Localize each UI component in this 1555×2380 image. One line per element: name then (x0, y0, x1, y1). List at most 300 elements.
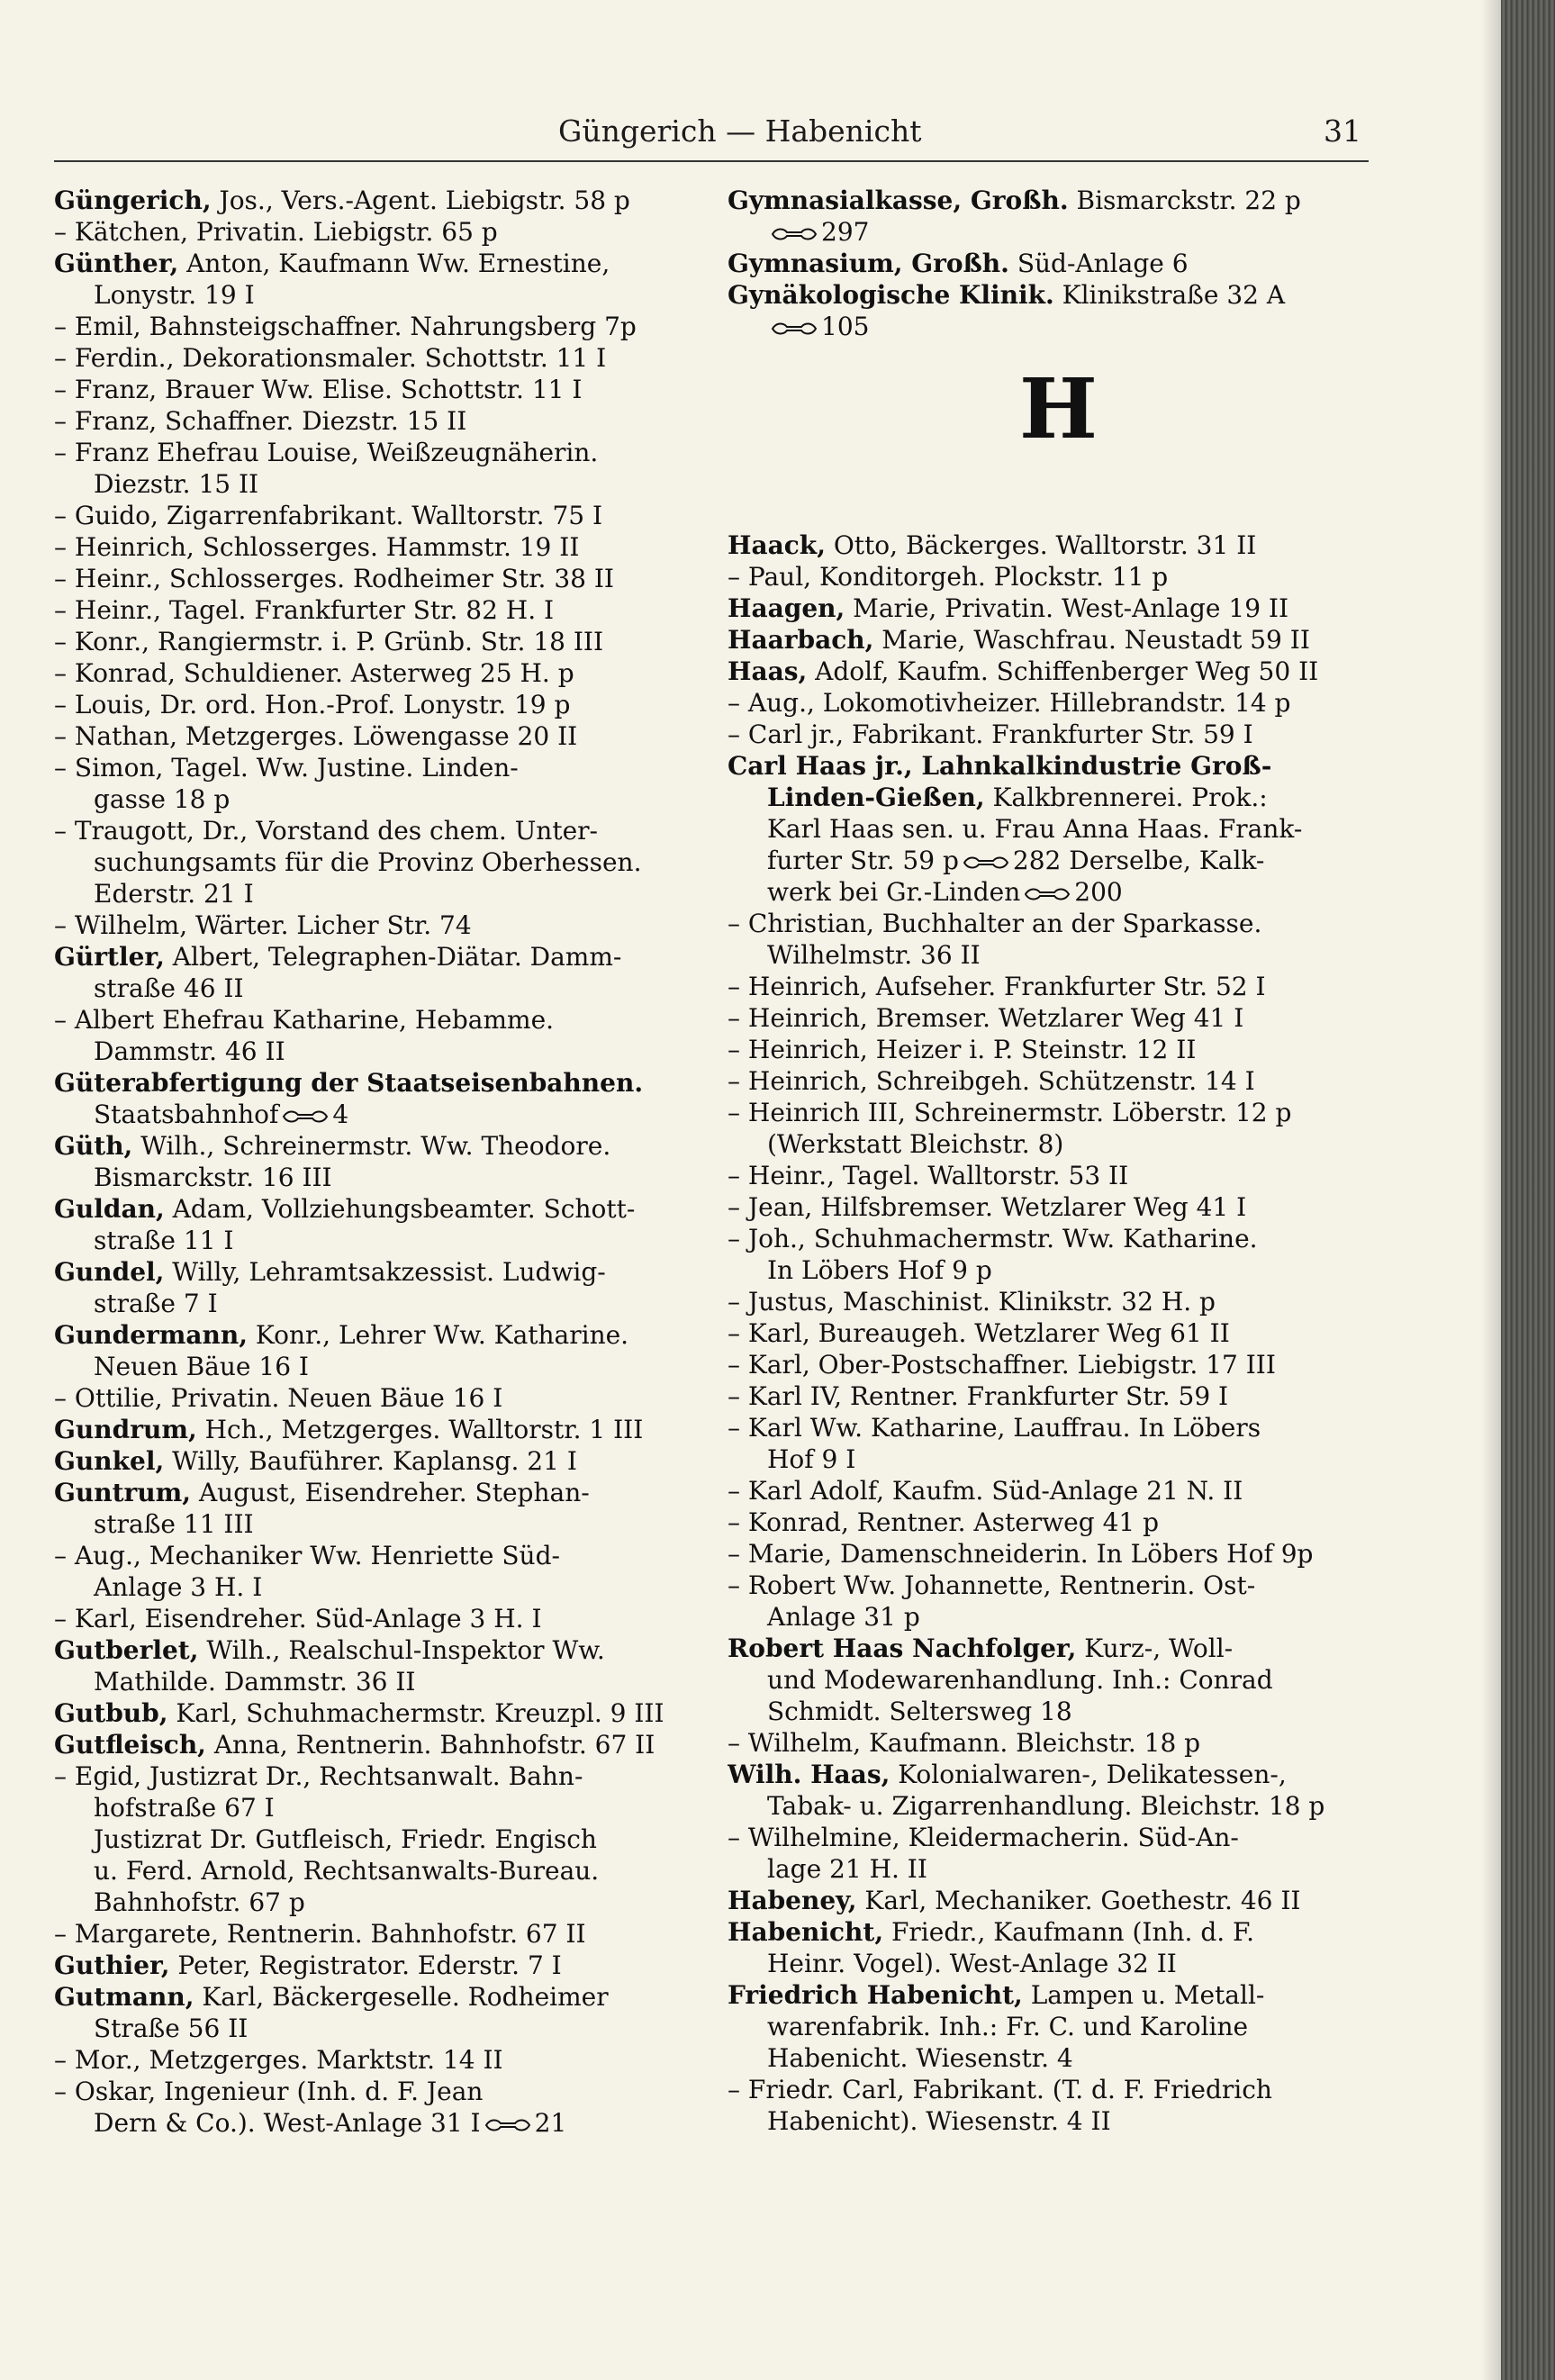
entry-text: – Oskar, Ingenieur (Inh. d. F. Jean (54, 2077, 484, 2106)
directory-entry (54, 563, 716, 594)
entry-line (728, 1570, 1389, 1601)
entry-text: – Traugott, Dr., Vorstand des chem. Unter- (54, 816, 598, 846)
entry-text: Anlage 3 H. I (94, 1572, 263, 1602)
entry-name: Friedrich Habenicht, (728, 1980, 1023, 2010)
directory-entry (728, 248, 1389, 279)
entry-line (728, 908, 1389, 939)
entry-text: Anton, Kaufmann Ww. Ernestine, (178, 249, 610, 278)
entry-text: lage 21 H. II (767, 1854, 927, 1884)
entry-name: Gynäkologische Klinik. (728, 280, 1054, 310)
entry-text: Kalkbrennerei. Prok.: (984, 783, 1268, 812)
entry-name: Gundrum, (54, 1415, 197, 1444)
entry-name: Gundel, (54, 1257, 165, 1287)
directory-entry (54, 311, 716, 342)
entry-line (728, 1254, 1389, 1286)
entry-text: – Joh., Schuhmachermstr. Ww. Katharine. (728, 1224, 1258, 1253)
entry-text: Süd-Anlage 6 (1008, 249, 1189, 278)
directory-entry (54, 1004, 716, 1067)
entry-line (54, 1130, 716, 1162)
entry-line (54, 437, 716, 468)
directory-entry (54, 626, 716, 657)
entry-text: furter Str. 59 p (767, 846, 959, 875)
entry-line (728, 1664, 1389, 1696)
entry-name: Gunkel, (54, 1446, 165, 1476)
directory-entry (728, 1380, 1389, 1412)
entry-line (728, 1601, 1389, 1633)
directory-entry (728, 1759, 1389, 1822)
entry-text: – Albert Ehefrau Katharine, Hebamme. (54, 1005, 555, 1035)
entry-line (54, 626, 716, 657)
entry-line (54, 1225, 716, 1256)
entry-text: Heinr. Vogel). West-Anlage 32 II (767, 1949, 1177, 1978)
entry-text: – Ottilie, Privatin. Neuen Bäue 16 I (54, 1383, 503, 1413)
entry-text: – Heinr., Tagel. Walltorstr. 53 II (728, 1161, 1129, 1190)
entry-line (728, 1916, 1389, 1948)
entry-line (728, 1696, 1389, 1727)
directory-entry (728, 1916, 1389, 1979)
entry-name: Linden-Gießen, (767, 783, 985, 812)
entry-text: Adolf, Kaufm. Schiffenberger Weg 50 II (807, 656, 1319, 686)
entry-name: Guntrum, (54, 1478, 192, 1507)
directory-entry (728, 1065, 1389, 1097)
entry-line (54, 1508, 716, 1540)
telephone-icon (1024, 886, 1071, 902)
entry-text: Mathilde. Dammstr. 36 II (94, 1667, 416, 1697)
directory-entry (728, 1727, 1389, 1759)
entry-text: Wilh., Schreinermstr. Ww. Theodore. (132, 1131, 611, 1161)
entry-line (728, 311, 1389, 342)
directory-entry (54, 1918, 716, 1950)
entry-name: Gutmann, (54, 1982, 194, 2012)
directory-entry (728, 1002, 1389, 1034)
entry-text: Kolonialwaren-, Delikatessen-, (890, 1760, 1287, 1789)
entry-text: Ederstr. 21 I (94, 879, 254, 909)
entry-text: In Löbers Hof 9 p (767, 1255, 992, 1285)
page-gutter-shadow (1481, 0, 1501, 2380)
entry-text: – Marie, Damenschneiderin. In Löbers Hof 9p (728, 1539, 1314, 1569)
entry-text: – Kätchen, Privatin. Liebigstr. 65 p (54, 217, 498, 247)
entry-line (728, 279, 1389, 311)
entry-line (728, 2074, 1389, 2105)
entry-text: Hof 9 I (767, 1444, 856, 1474)
telephone-icon (771, 321, 818, 337)
entry-text: – Karl, Bureaugeh. Wetzlarer Weg 61 II (728, 1318, 1230, 1348)
entry-text: – Ferdin., Dekorationsmaler. Schottstr. 11 I (54, 343, 607, 373)
entry-text: Karl Haas sen. u. Frau Anna Haas. Frank- (767, 814, 1303, 844)
entry-text: – Heinrich, Bremser. Wetzlarer Weg 41 I (728, 1003, 1244, 1033)
entry-text: – Karl, Eisendreher. Süd-Anlage 3 H. I (54, 1604, 542, 1633)
entry-line (728, 248, 1389, 279)
entry-text: Jos., Vers.-Agent. Liebigstr. 58 p (211, 186, 630, 215)
entry-text: Lonystr. 19 I (94, 280, 255, 310)
entry-line (728, 2105, 1389, 2137)
entry-text: – Heinrich, Schreibgeh. Schützenstr. 14 I (728, 1066, 1255, 1096)
entry-line (54, 2076, 716, 2107)
directory-entry (728, 1191, 1389, 1223)
entry-name: Gymnasialkasse, Großh. (728, 186, 1069, 215)
entry-text: Hch., Metzgerges. Walltorstr. 1 III (196, 1415, 644, 1444)
entry-text: straße 11 III (94, 1509, 254, 1539)
entry-line (54, 1760, 716, 1792)
directory-entry (54, 815, 716, 909)
entry-text: – Franz Ehefrau Louise, Weißzeugnäherin. (54, 438, 599, 467)
entry-text: Peter, Registrator. Ederstr. 7 I (169, 1950, 562, 1980)
entry-text: – Heinrich, Schlosserges. Hammstr. 19 II (54, 532, 580, 562)
directory-entry (54, 1319, 716, 1382)
entry-line (728, 1853, 1389, 1885)
directory-entry (54, 216, 716, 248)
entry-name: Robert Haas Nachfolger, (728, 1633, 1077, 1663)
entry-name: Guthier, (54, 1950, 170, 1980)
entry-text: Otto, Bäckerges. Walltorstr. 31 II (825, 530, 1257, 560)
entry-text: – Karl Ww. Katharine, Lauffrau. In Löbers (728, 1413, 1261, 1443)
entry-line (54, 1351, 716, 1382)
directory-entry (54, 342, 716, 374)
entry-line (54, 1603, 716, 1634)
directory-entry (728, 1885, 1389, 1916)
entry-text: u. Ferd. Arnold, Rechtsanwalts-Bureau. (94, 1856, 600, 1886)
entry-name: Gutbub, (54, 1698, 168, 1728)
entry-line (728, 845, 1389, 876)
entry-line (728, 1223, 1389, 1254)
entry-line (728, 2011, 1389, 2042)
entry-line (54, 531, 716, 563)
entry-text: Tabak- u. Zigarrenhandlung. Bleichstr. 18 p (767, 1791, 1325, 1821)
directory-entry (728, 1633, 1389, 1727)
directory-entry (728, 1570, 1389, 1633)
directory-entry (728, 1822, 1389, 1885)
directory-entry (728, 1034, 1389, 1065)
telephone-icon (963, 855, 1009, 871)
directory-entry (54, 1634, 716, 1697)
entry-text: Wilh., Realschul-Inspektor Ww. (198, 1635, 605, 1665)
entry-line (54, 1004, 716, 1036)
entry-name: Haarbach, (728, 625, 874, 655)
entry-line (728, 529, 1389, 561)
entry-text: Straße 56 II (94, 2013, 249, 2043)
directory-entry (54, 594, 716, 626)
directory-entry (54, 1067, 716, 1130)
entry-text: Dammstr. 46 II (94, 1036, 285, 1066)
entry-line (54, 1950, 716, 1981)
entry-line (54, 720, 716, 752)
entry-name: Güth, (54, 1131, 133, 1161)
entry-line (728, 719, 1389, 750)
entry-text: – Karl, Ober-Postschaffner. Liebigstr. 17 III (728, 1350, 1276, 1380)
directory-entry (54, 1193, 716, 1256)
entry-name: Günther, (54, 249, 179, 278)
directory-entry (54, 1414, 716, 1445)
directory-entry (54, 437, 716, 500)
entry-line (728, 1727, 1389, 1759)
entry-text: – Louis, Dr. ord. Hon.-Prof. Lonystr. 19 p (54, 690, 571, 719)
directory-entry (728, 1097, 1389, 1160)
entry-line (728, 1034, 1389, 1065)
entry-text: Anlage 31 p (767, 1602, 920, 1632)
entry-line (54, 1445, 716, 1477)
entry-text: – Heinr., Schlosserges. Rodheimer Str. 38 II (54, 564, 614, 593)
directory-entry (54, 405, 716, 437)
directory-entry (54, 1256, 716, 1319)
entry-text: – Nathan, Metzgerges. Löwengasse 20 II (54, 721, 578, 751)
directory-entry (54, 1382, 716, 1414)
directory-entry (728, 1412, 1389, 1475)
entry-text: – Emil, Bahnsteigschaffner. Nahrungsberg 7p (54, 312, 637, 341)
entry-text: – Simon, Tagel. Ww. Justine. Linden- (54, 753, 519, 783)
entry-name: Güngerich, (54, 186, 212, 215)
entry-line (728, 1412, 1389, 1443)
entry-text: Wilhelmstr. 36 II (767, 940, 981, 970)
entry-line (54, 2044, 716, 2076)
entry-text: – Konrad, Rentner. Asterweg 41 p (728, 1507, 1160, 1537)
entry-text: – Konr., Rangiermstr. i. P. Grünb. Str. 18 III (54, 627, 604, 656)
entry-line (54, 941, 716, 973)
directory-entry (728, 624, 1389, 656)
entry-line (54, 1256, 716, 1288)
directory-entry (54, 1729, 716, 1760)
directory-entry (54, 1130, 716, 1193)
entry-line (728, 185, 1389, 216)
entry-text: – Wilhelm, Wärter. Licher Str. 74 (54, 910, 472, 940)
directory-entry (728, 1286, 1389, 1317)
entry-name: Haas, (728, 656, 808, 686)
entry-text: und Modewarenhandlung. Inh.: Conrad (767, 1665, 1273, 1695)
entry-line (54, 594, 716, 626)
entry-line (54, 1792, 716, 1823)
entry-text: Bahnhofstr. 67 p (94, 1887, 305, 1917)
entry-text: – Mor., Metzgerges. Marktstr. 14 II (54, 2045, 503, 2075)
directory-entry (728, 687, 1389, 719)
entry-text: Willy, Lehramtsakzessist. Ludwig- (164, 1257, 606, 1287)
entry-name: Habeney, (728, 1886, 857, 1915)
entry-line (54, 374, 716, 405)
directory-entry (728, 908, 1389, 971)
entry-line (54, 1666, 716, 1697)
telephone-icon (771, 226, 818, 242)
entry-text: – Aug., Mechaniker Ww. Henriette Süd- (54, 1541, 560, 1570)
directory-entry (728, 719, 1389, 750)
directory-entry (728, 1223, 1389, 1286)
entry-line (728, 2042, 1389, 2074)
entry-text: Diezstr. 15 II (94, 469, 259, 499)
entry-text: Konr., Lehrer Ww. Katharine. (248, 1320, 629, 1350)
entry-text: Justizrat Dr. Gutfleisch, Friedr. Engisch (94, 1824, 597, 1854)
entry-text: Anna, Rentnerin. Bahnhofstr. 67 II (205, 1730, 655, 1760)
entry-line (728, 593, 1389, 624)
directory-entry (728, 2074, 1389, 2137)
entry-name: Güterabfertigung der Staatseisenbahnen. (54, 1068, 644, 1098)
entry-line (728, 939, 1389, 971)
entry-text: August, Eisendreher. Stephan- (191, 1478, 590, 1507)
entry-line (728, 687, 1389, 719)
entry-line (54, 1823, 716, 1855)
entry-line (728, 1002, 1389, 1034)
entry-text: – Heinrich, Heizer i. P. Steinstr. 12 II (728, 1035, 1197, 1064)
entry-line (728, 561, 1389, 593)
entry-line (54, 1571, 716, 1603)
entry-line (54, 311, 716, 342)
entry-line (54, 1288, 716, 1319)
entry-line (728, 1979, 1389, 2011)
entry-text: – Paul, Konditorgeh. Plockstr. 11 p (728, 562, 1169, 592)
directory-entry (54, 657, 716, 689)
entry-line (54, 783, 716, 815)
directory-entry (54, 1950, 716, 1981)
entry-text: – Konrad, Schuldiener. Asterweg 25 H. p (54, 658, 574, 688)
directory-entry (54, 1760, 716, 1918)
entry-line (54, 1540, 716, 1571)
directory-entry (54, 720, 716, 752)
entry-name: Gürtler, (54, 942, 165, 972)
entry-line (728, 1128, 1389, 1160)
entry-line (54, 1887, 716, 1918)
entry-line (728, 1097, 1389, 1128)
entry-text: Albert, Telegraphen-Diätar. Damm- (164, 942, 622, 972)
right-column-h-entries (728, 529, 1389, 2137)
entry-line (54, 1981, 716, 2013)
entry-text: – Guido, Zigarrenfabrikant. Walltorstr. 75 I (54, 501, 603, 530)
entry-text: Klinikstraße 32 A (1053, 280, 1286, 310)
left-column (54, 185, 716, 2139)
entry-line (728, 1948, 1389, 1979)
directory-entry (728, 1317, 1389, 1349)
entry-line (728, 1790, 1389, 1822)
entry-line (54, 1036, 716, 1067)
entry-name: Carl Haas jr., Lahnkalkindustrie Groß- (728, 751, 1272, 781)
entry-line (728, 1443, 1389, 1475)
entry-line (54, 342, 716, 374)
entry-text: – Christian, Buchhalter an der Sparkasse. (728, 909, 1262, 938)
entry-line (54, 248, 716, 279)
entry-line (54, 1697, 716, 1729)
entry-line (54, 2013, 716, 2044)
entry-name: Haagen, (728, 593, 845, 623)
entry-name: Habenicht, (728, 1917, 884, 1947)
entry-text: Willy, Bauführer. Kaplansg. 21 I (164, 1446, 577, 1476)
entry-text: werk bei Gr.-Linden (767, 877, 1021, 907)
entry-line (54, 1099, 716, 1130)
entry-line (728, 1317, 1389, 1349)
entry-text: – Jean, Hilfsbremser. Wetzlarer Weg 41 I (728, 1192, 1247, 1222)
entry-text: Marie, Waschfrau. Neustadt 59 II (873, 625, 1310, 655)
directory-entry (728, 561, 1389, 593)
entry-line (54, 185, 716, 216)
phone-number: 21 (534, 2108, 567, 2138)
entry-text: Kurz-, Woll- (1076, 1633, 1234, 1663)
directory-entry (728, 750, 1389, 908)
directory-entry (54, 2076, 716, 2139)
phone-number: 200 (1074, 877, 1123, 907)
entry-text: Habenicht. Wiesenstr. 4 (767, 2043, 1073, 2073)
directory-entry (54, 941, 716, 1004)
entry-text: – Friedr. Carl, Fabrikant. (T. d. F. Friedrich (728, 2075, 1272, 2104)
entry-line (54, 563, 716, 594)
entry-line (728, 1759, 1389, 1790)
entry-line (54, 1477, 716, 1508)
letter-section-heading: H (1019, 360, 1098, 457)
entry-line (54, 279, 716, 311)
entry-line (728, 876, 1389, 908)
entry-line (728, 1191, 1389, 1223)
entry-text: Bismarckstr. 22 p (1068, 186, 1301, 215)
entry-line (728, 782, 1389, 813)
entry-line (54, 1162, 716, 1193)
entry-text: straße 11 I (94, 1226, 234, 1255)
entry-text: Karl, Mechaniker. Goethestr. 46 II (856, 1886, 1301, 1915)
page-number: 31 (1324, 113, 1361, 149)
directory-entry (728, 593, 1389, 624)
entry-name: Gutberlet, (54, 1635, 199, 1665)
entry-line (54, 1382, 716, 1414)
directory-entry (54, 185, 716, 216)
entry-text: – Heinrich, Aufseher. Frankfurter Str. 52 I (728, 972, 1266, 1001)
entry-text: – Egid, Justizrat Dr., Rechtsanwalt. Bahn- (54, 1761, 583, 1791)
entry-text: Schmidt. Seltersweg 18 (767, 1697, 1072, 1726)
directory-entry (54, 500, 716, 531)
directory-entry (728, 1979, 1389, 2074)
entry-text: – Carl jr., Fabrikant. Frankfurter Str. 59 I (728, 719, 1253, 749)
entry-line (54, 815, 716, 846)
entry-line (54, 657, 716, 689)
entry-text: – Wilhelmine, Kleidermacherin. Süd-An- (728, 1823, 1239, 1852)
entry-line (54, 752, 716, 783)
entry-line (54, 1319, 716, 1351)
entry-text: – Karl Adolf, Kaufm. Süd-Anlage 21 N. II (728, 1476, 1243, 1506)
running-head (54, 113, 1369, 158)
entry-text: Karl, Schuhmachermstr. Kreuzpl. 9 III (167, 1698, 664, 1728)
phone-number: 105 (821, 312, 870, 341)
entry-line (728, 1065, 1389, 1097)
entry-text: Karl, Bäckergeselle. Rodheimer (194, 1982, 609, 2012)
phone-number: 282 (1012, 846, 1062, 875)
right-column-g-entries (728, 185, 1389, 342)
entry-text: hofstraße 67 I (94, 1793, 275, 1823)
entry-line (54, 1067, 716, 1099)
entry-line (54, 1855, 716, 1887)
entry-text: – Karl IV, Rentner. Frankfurter Str. 59 I (728, 1381, 1229, 1411)
entry-line (728, 1349, 1389, 1380)
entry-text: Bismarckstr. 16 III (94, 1163, 332, 1192)
directory-entry (54, 1540, 716, 1603)
directory-entry (54, 531, 716, 563)
entry-text: Adam, Vollziehungsbeamter. Schott- (164, 1194, 636, 1224)
entry-name: Gymnasium, Großh. (728, 249, 1009, 278)
directory-entry (728, 1507, 1389, 1538)
entry-line (54, 1918, 716, 1950)
directory-entry (728, 656, 1389, 687)
directory-entry (728, 185, 1389, 248)
entry-text: straße 7 I (94, 1289, 218, 1318)
entry-line (728, 1633, 1389, 1664)
entry-name: Wilh. Haas, (728, 1760, 891, 1789)
entry-line (54, 2107, 716, 2139)
entry-text: Staatsbahnhof (94, 1100, 279, 1129)
directory-entry (54, 2044, 716, 2076)
entry-line (54, 973, 716, 1004)
entry-name: Haack, (728, 530, 826, 560)
entry-line (728, 971, 1389, 1002)
entry-line (728, 1380, 1389, 1412)
entry-line (54, 1414, 716, 1445)
directory-entry (728, 1475, 1389, 1507)
entry-name: Guldan, (54, 1194, 165, 1224)
phone-number: 297 (821, 217, 870, 247)
entry-text: – Franz, Schaffner. Diezstr. 15 II (54, 406, 467, 436)
entry-line (728, 1822, 1389, 1853)
entry-line (728, 1885, 1389, 1916)
directory-entry (54, 1445, 716, 1477)
entry-text: Dern & Co.). West-Anlage 31 I (94, 2108, 481, 2138)
